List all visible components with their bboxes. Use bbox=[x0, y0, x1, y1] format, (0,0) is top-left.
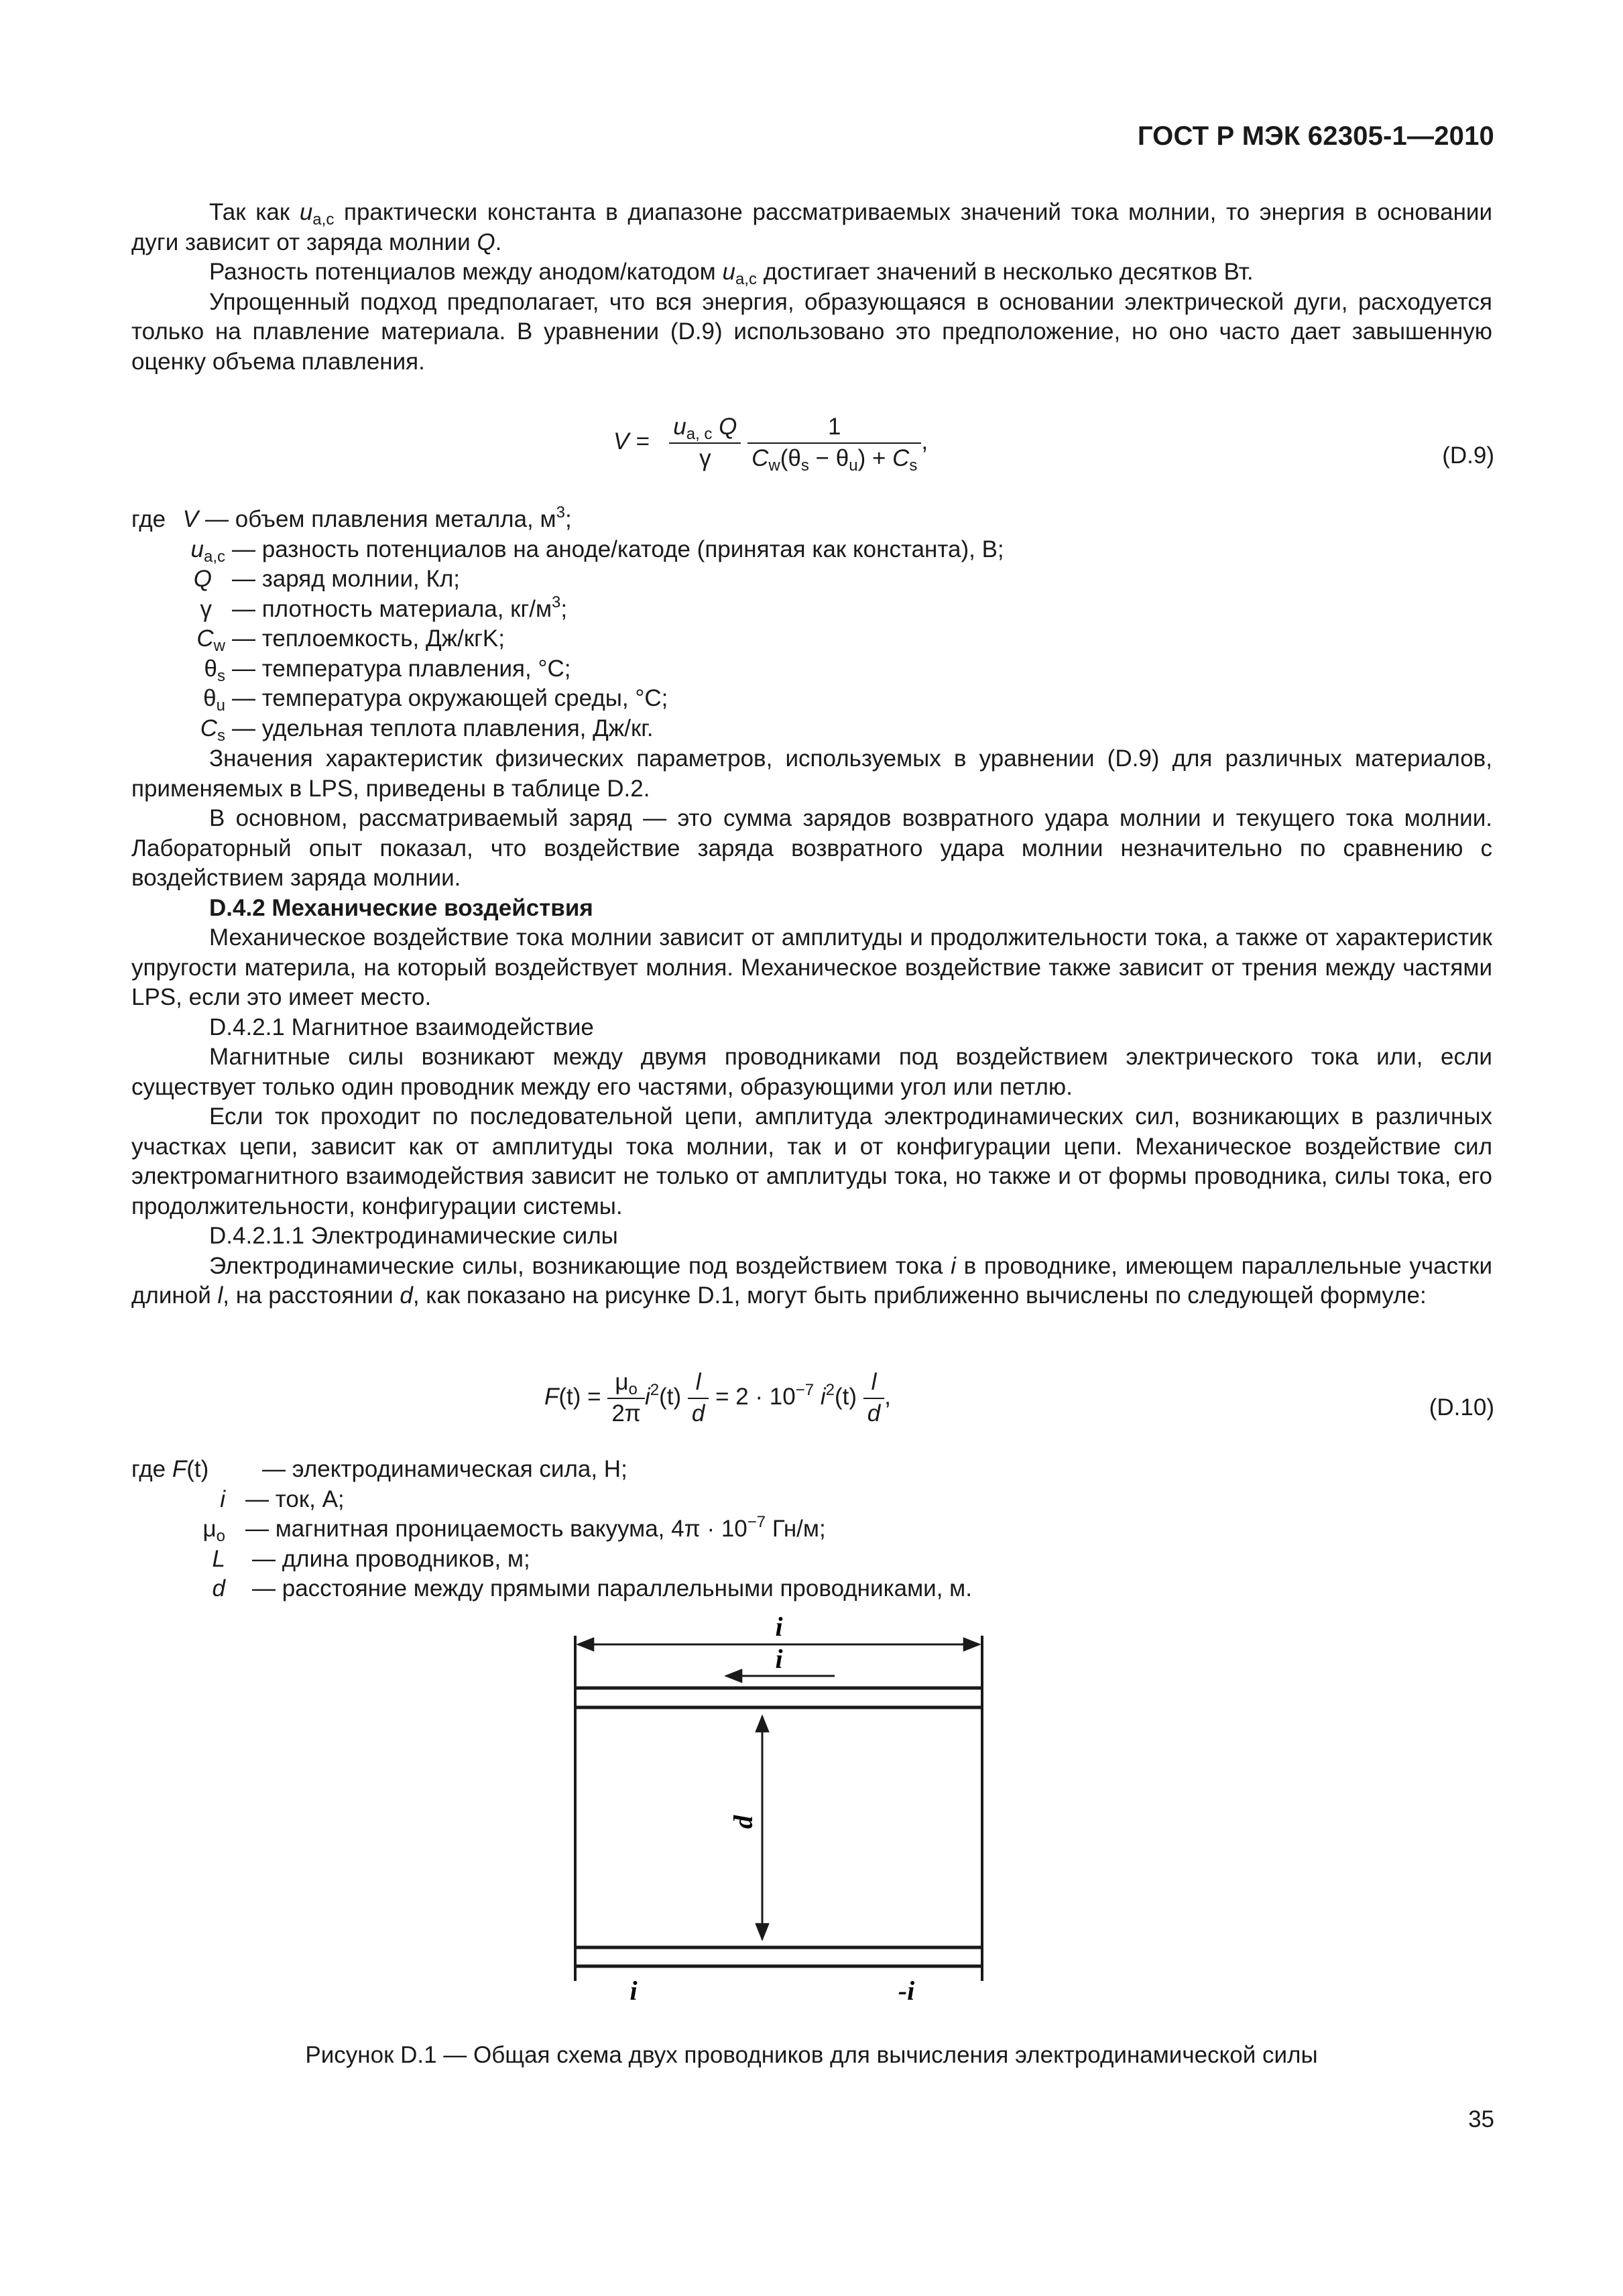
subsection-heading: D.4.2.1 Магнитное взаимодействие bbox=[209, 1014, 594, 1040]
definition-row: где F(t) — электродинамическая сила, Н; bbox=[131, 1456, 627, 1482]
definition-row: d — расстояние между прямыми параллельными проводниками, м. bbox=[212, 1575, 972, 1602]
paragraph: Разность потенциалов между анодом/катодом $u_{a,c}$ достигает значений в несколько десятков Вт. bbox=[209, 259, 1254, 288]
label-d: d bbox=[728, 1815, 758, 1829]
definition-row: γ — плотность материала, $кг/м^3$; bbox=[200, 593, 568, 622]
definition-row: $C_s$ — удельная теплота плавления, Дж/кг. bbox=[200, 715, 654, 745]
equation-d10: F(t) = $\frac{\mu_o}{2\pi}$ $i^2(t)$ $\frac{l}{d}$ = $2 \cdot 10^{-7}$ $i^2(t)$ $\frac{l}{d}$ , bbox=[544, 1368, 891, 1429]
page-number: 35 bbox=[1468, 2106, 1494, 2132]
paragraph: Значения характеристик физических параметров, используемых в уравнении (D.9) для различных материалов, применяемых в LPS, приведены в таблице D.2. bbox=[131, 745, 1492, 802]
paragraph: В основном, рассматриваемый заряд — это сумма зарядов возвратного удара молнии и текущего тока молнии. Лабораторный опыт показал, что воздействие заряда возвратного удара молнии незначительно по сравнению с воздействием заряда молнии. bbox=[131, 805, 1492, 891]
section-heading: D.4.2 Механические воздействия bbox=[209, 894, 593, 921]
definition-row: $u_{a,c}$ — разность потенциалов на аноде/катоде (принятая как константа), В; bbox=[190, 536, 1004, 566]
equation-d9: V = $\frac{u_{a, c} Q}{\gamma}$ $\frac{1}{C_w(\theta_s - \theta_u) + C_s}$ , bbox=[613, 414, 928, 475]
paragraph: Механическое воздействие тока молнии зависит от амплитуды и продолжительности тока, а также от характеристик упругости материла, на который воздействует молния. Механическое воздействие также зависит от трения между частями LPS, если это имеет место. bbox=[131, 924, 1492, 1010]
paragraph: Так как $u_{a,c}$ практически константа в диапазоне рассматриваемых значений тока молнии, то энергия в основании дуги зависит от заряда молнии Q. bbox=[131, 199, 1492, 255]
definition-row: L — длина проводников, м; bbox=[212, 1545, 530, 1572]
equation-number-d9: (D.9) bbox=[1442, 442, 1494, 469]
paragraph: Электродинамические силы, возникающие под воздействием тока i в проводнике, имеющем параллельные участки длиной l, на расстоянии d, как показано на рисунке D.1, могут быть приближенно вычислены по следующей формуле: bbox=[131, 1252, 1493, 1309]
definition-row: V — объем плавления металла, $м^3$; bbox=[182, 503, 572, 532]
definition-row: i — ток, А; bbox=[220, 1486, 345, 1512]
paragraph: Упрощенный подход предполагает, что вся энергия, образующаяся в основании электрической дуги, расходуется только на плавление материала. В уравнении (D.9) использовано это предположение, но оно часто дает завышенную оценку объема плавления. bbox=[131, 288, 1492, 375]
paragraph: Если ток проходит по последовательной цепи, амплитуда электродинамических сил, возникающих в различных участках цепи, зависит как от амплитуды тока молнии, так и от конфигурации цепи. Механическое воздействие сил электромагнитного взаимодействия зависит не только от амплитуды тока, но также и от формы проводника, силы тока, его продолжительности, конфигурации системы. bbox=[131, 1103, 1492, 1219]
document-header: ГОСТ Р МЭК 62305-1—2010 bbox=[1137, 121, 1494, 151]
definition-row: $\theta_u$ — температура окружающей среды, °С; bbox=[203, 685, 668, 715]
label-top-inner: i bbox=[775, 1644, 783, 1674]
defs-prefix: где bbox=[131, 506, 166, 532]
definition-row: Q — заряд молнии, Кл; bbox=[193, 566, 461, 592]
definition-row: $\mu_o$ — магнитная проницаемость вакуума, $4\pi \cdot 10^{-7}$ Гн/м; bbox=[202, 1513, 826, 1545]
definition-row: $C_w$ — теплоемкость, Дж/кгK; bbox=[196, 625, 505, 655]
equation-number-d10: (D.10) bbox=[1429, 1394, 1494, 1421]
subsection-heading: D.4.2.1.1 Электродинамические силы bbox=[209, 1223, 618, 1249]
label-bottom-right: -i bbox=[898, 1976, 915, 2006]
label-top-outer: i bbox=[775, 1612, 783, 1642]
figure-caption: Рисунок D.1 — Общая схема двух проводников для вычисления электродинамической силы bbox=[305, 2042, 1318, 2068]
paragraph: Магнитные силы возникают между двумя проводниками под воздействием электрического тока или, если существует только один проводник между его частями, образующими угол или петлю. bbox=[131, 1044, 1492, 1100]
definition-row: $\theta_s$ — температура плавления, °С; bbox=[204, 655, 571, 685]
label-bottom-left: i bbox=[629, 1976, 638, 2006]
